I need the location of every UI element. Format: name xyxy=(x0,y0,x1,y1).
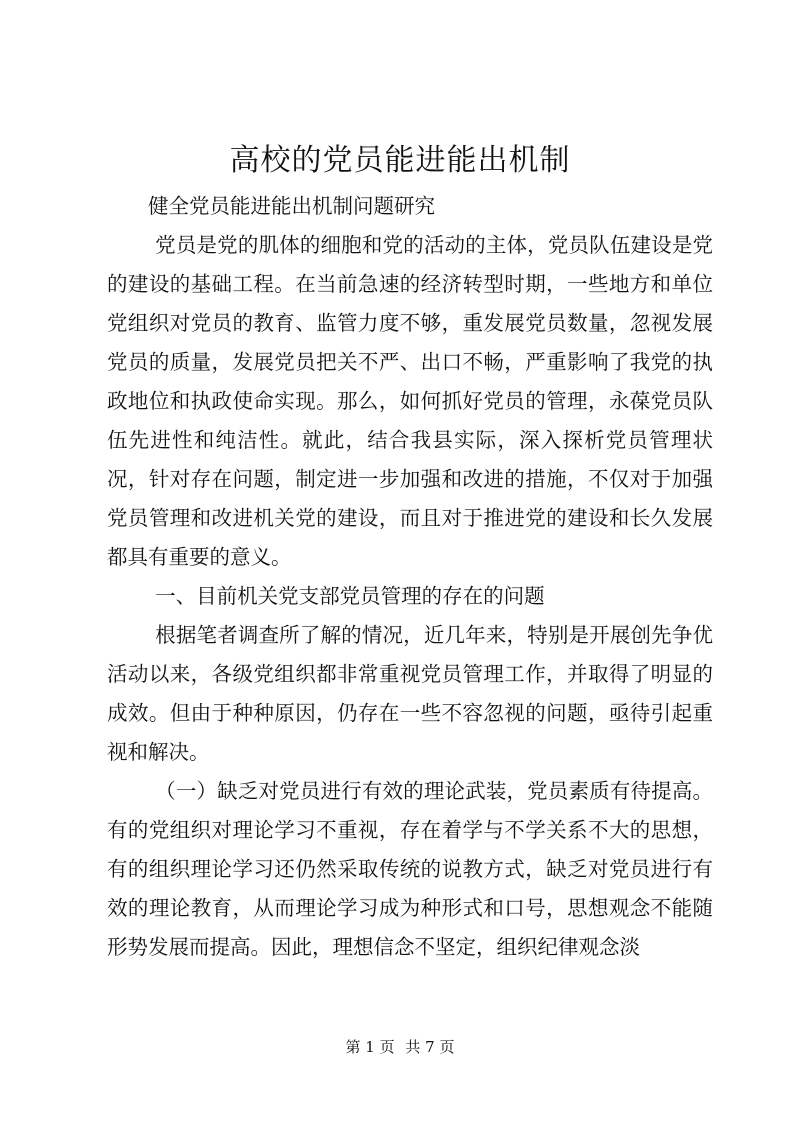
body-paragraph-point-1: （一）缺乏对党员进行有效的理论武装，党员素质有待提高。有的党组织对理论学习不重视，存在着学与不学关系不大的思想，有的组织理论学习还仍然采取传统的说教方式，缺乏对党员进行有效的理论教育，从而理论学习成为种形式和口号，思想观念不能随形势发展而提高。因此，理想信念不坚定，组织纪律观念淡 xyxy=(107,779,713,959)
section-heading-1: 一、目前机关党支部党员管理的存在的问题 xyxy=(155,584,545,608)
body-paragraph-intro: 党员是党的肌体的细胞和党的活动的主体，党员队伍建设是党的建设的基础工程。在当前急速的经济转型时期，一些地方和单位党组织对党员的教育、监管力度不够，重发展党员数量，忽视发展党员的质量，发展党员把关不严、出口不畅，严重影响了我党的执政地位和执政使命实现。那么，如何抓好党员的管理，永葆党员队伍先进性和纯洁性。就此，结合我县实际，深入探析党员管理状况，针对存在问题，制定进一步加强和改进的措施，不仅对于加强党员管理和改进机关党的建设，而且对于推进党的建设和长久发展都具有重要的意义。 xyxy=(107,233,713,569)
page-number: 第 1 页 xyxy=(345,1038,395,1056)
document-body xyxy=(107,187,713,967)
page-footer xyxy=(0,1037,800,1057)
body-paragraph-survey: 根据笔者调查所了解的情况，近几年来，特别是开展创先争优活动以来，各级党组织都非常重视党员管理工作，并取得了明显的成效。但由于种种原因，仍存在一些不容忽视的问题，亟待引起重视和解决。 xyxy=(107,623,713,764)
document-title: 高校的党员能进能出机制 xyxy=(229,143,571,178)
page-total: 共 7 页 xyxy=(405,1038,455,1056)
subtitle-paragraph: 健全党员能进能出机制问题研究 xyxy=(148,194,435,218)
